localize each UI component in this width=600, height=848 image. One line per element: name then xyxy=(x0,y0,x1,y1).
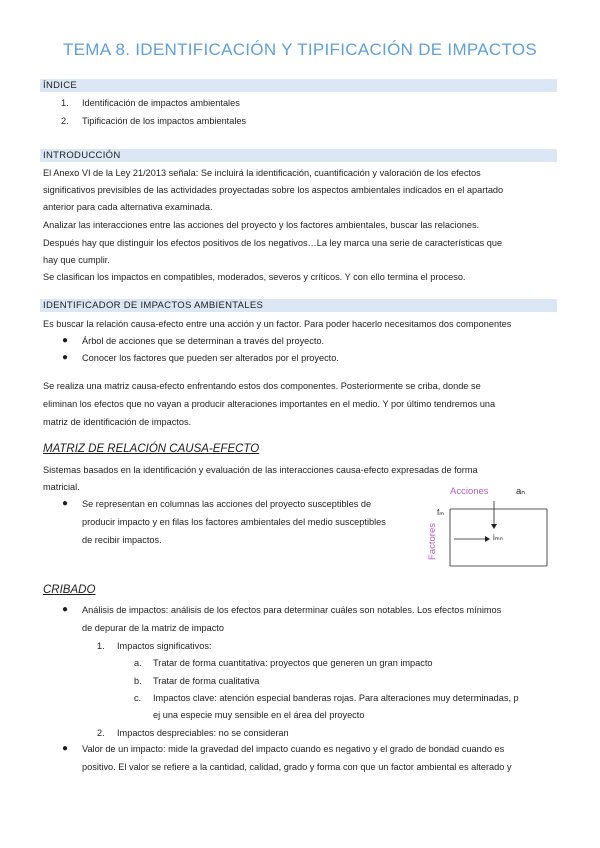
paragraph-line: Analizar las interacciones entre las acciones del proyecto y los factores ambientales, buscar las relaciones. xyxy=(43,220,480,230)
bullet-item: Análisis de impactos: análisis de los efectos para determinar cuáles son notables. Los efectos mínimos xyxy=(82,605,502,615)
diagram-label-an: aₙ xyxy=(516,486,526,497)
diagram-column-arrowhead xyxy=(491,524,497,529)
bullet-item: producir impacto y en filas los factores ambientales del medio susceptibles xyxy=(82,517,386,527)
paragraph-line: matricial. xyxy=(43,482,80,492)
section-heading-identificador: IDENTIFICADOR DE IMPACTOS AMBIENTALES xyxy=(40,299,557,312)
list-letter: b. xyxy=(134,676,142,686)
paragraph-line: anterior para cada alternativa examinada. xyxy=(43,202,213,212)
paragraph-line: significativos previsibles de las actividades proyectadas sobre los aspectos ambientales indicados en el apartado xyxy=(43,185,504,195)
paragraph-line: matriz de identificación de impactos. xyxy=(43,417,192,427)
list-item: Tratar de forma cualitativa xyxy=(153,676,260,686)
bullet-icon: ● xyxy=(62,498,69,509)
section-heading-indice: ÍNDICE xyxy=(40,79,557,92)
list-item: Impactos clave: atención especial banderas rojas. Para alteraciones muy determinadas, p xyxy=(153,693,519,703)
paragraph-line: hay que cumplir. xyxy=(43,255,110,265)
bullet-item: Valor de un impacto: mide la gravedad del impacto cuando es negativo y el grado de bondad cuando es xyxy=(82,744,505,754)
bullet-item: Se representan en columnas las acciones del proyecto susceptibles de xyxy=(82,499,372,509)
diagram-lines xyxy=(432,486,557,571)
bullet-item: positivo. El valor se refiere a la cantidad, calidad, grado y forma con que un factor ambiental es alterado y xyxy=(82,762,512,772)
index-item: Tipificación de los impactos ambientales xyxy=(82,116,247,126)
paragraph-line: Sistemas basados en la identificación y evaluación de las interacciones causa-efecto expresadas de forma xyxy=(43,465,478,475)
paragraph-line: El Anexo VI de la Ley 21/2013 señala: Se incluirá la identificación, cuantificación y valoración de los efectos xyxy=(43,168,481,178)
paragraph-line: Es buscar la relación causa-efecto entre una acción y un factor. Para poder hacerlo necesitamos dos componentes xyxy=(43,319,512,329)
diagram-label-factores: Factores xyxy=(426,523,438,560)
page-title: TEMA 8. IDENTIFICACIÓN Y TIPIFICACIÓN DE IMPACTOS xyxy=(62,40,538,59)
list-item-continuation: ej una especie muy sensible en el área del proyecto xyxy=(153,710,365,720)
subheading-cribado: CRIBADO xyxy=(43,584,96,596)
paragraph-line: Se realiza una matriz causa-efecto enfrentando estos dos componentes. Posteriormente se criba, donde se xyxy=(43,381,481,391)
paragraph-line: Después hay que distinguir los efectos positivos de los negativos…La ley marca una serie de características que xyxy=(43,238,503,248)
paragraph-line: eliminan los efectos que no vayan a producir alteraciones importantes en el medio. Y por último tendremos una xyxy=(43,399,496,409)
matrix-diagram xyxy=(426,486,557,571)
subheading-matriz: MATRIZ DE RELACIÓN CAUSA-EFECTO xyxy=(43,443,260,455)
bullet-item: Árbol de acciones que se determinan a través del proyecto. xyxy=(82,336,325,346)
index-item-number: 2. xyxy=(61,116,69,126)
bullet-icon: ● xyxy=(62,604,69,615)
bullet-item: Conocer los factores que pueden ser alterados por el proyecto. xyxy=(82,353,339,363)
bullet-icon: ● xyxy=(62,743,69,754)
paragraph-line: Se clasifican los impactos en compatibles, moderados, severos y críticos. Y con ello termina el proceso. xyxy=(43,272,466,282)
diagram-label-acciones: Acciones xyxy=(450,486,489,497)
list-item: Impactos significativos: xyxy=(117,641,212,651)
bullet-icon: ● xyxy=(62,352,69,363)
diagram-label-fm: fₘ xyxy=(437,508,445,517)
list-item: Impactos despreciables: no se consideran xyxy=(117,728,289,738)
list-number: 2. xyxy=(97,728,105,738)
index-item: Identificación de impactos ambientales xyxy=(82,98,240,108)
diagram-label-imn: iₘₙ xyxy=(493,533,503,542)
diagram-row-arrowhead xyxy=(485,536,490,542)
bullet-item: de depurar de la matriz de impacto xyxy=(82,623,224,633)
list-letter: c. xyxy=(134,693,142,703)
list-item: Tratar de forma cuantitativa: proyectos que generen un gran impacto xyxy=(153,658,433,668)
list-number: 1. xyxy=(97,641,105,651)
section-heading-introduccion: INTRODUCCIÓN xyxy=(40,149,557,162)
index-item-number: 1. xyxy=(61,98,69,108)
list-letter: a. xyxy=(134,658,142,668)
bullet-item: de recibir impactos. xyxy=(82,535,162,545)
bullet-icon: ● xyxy=(62,335,69,346)
